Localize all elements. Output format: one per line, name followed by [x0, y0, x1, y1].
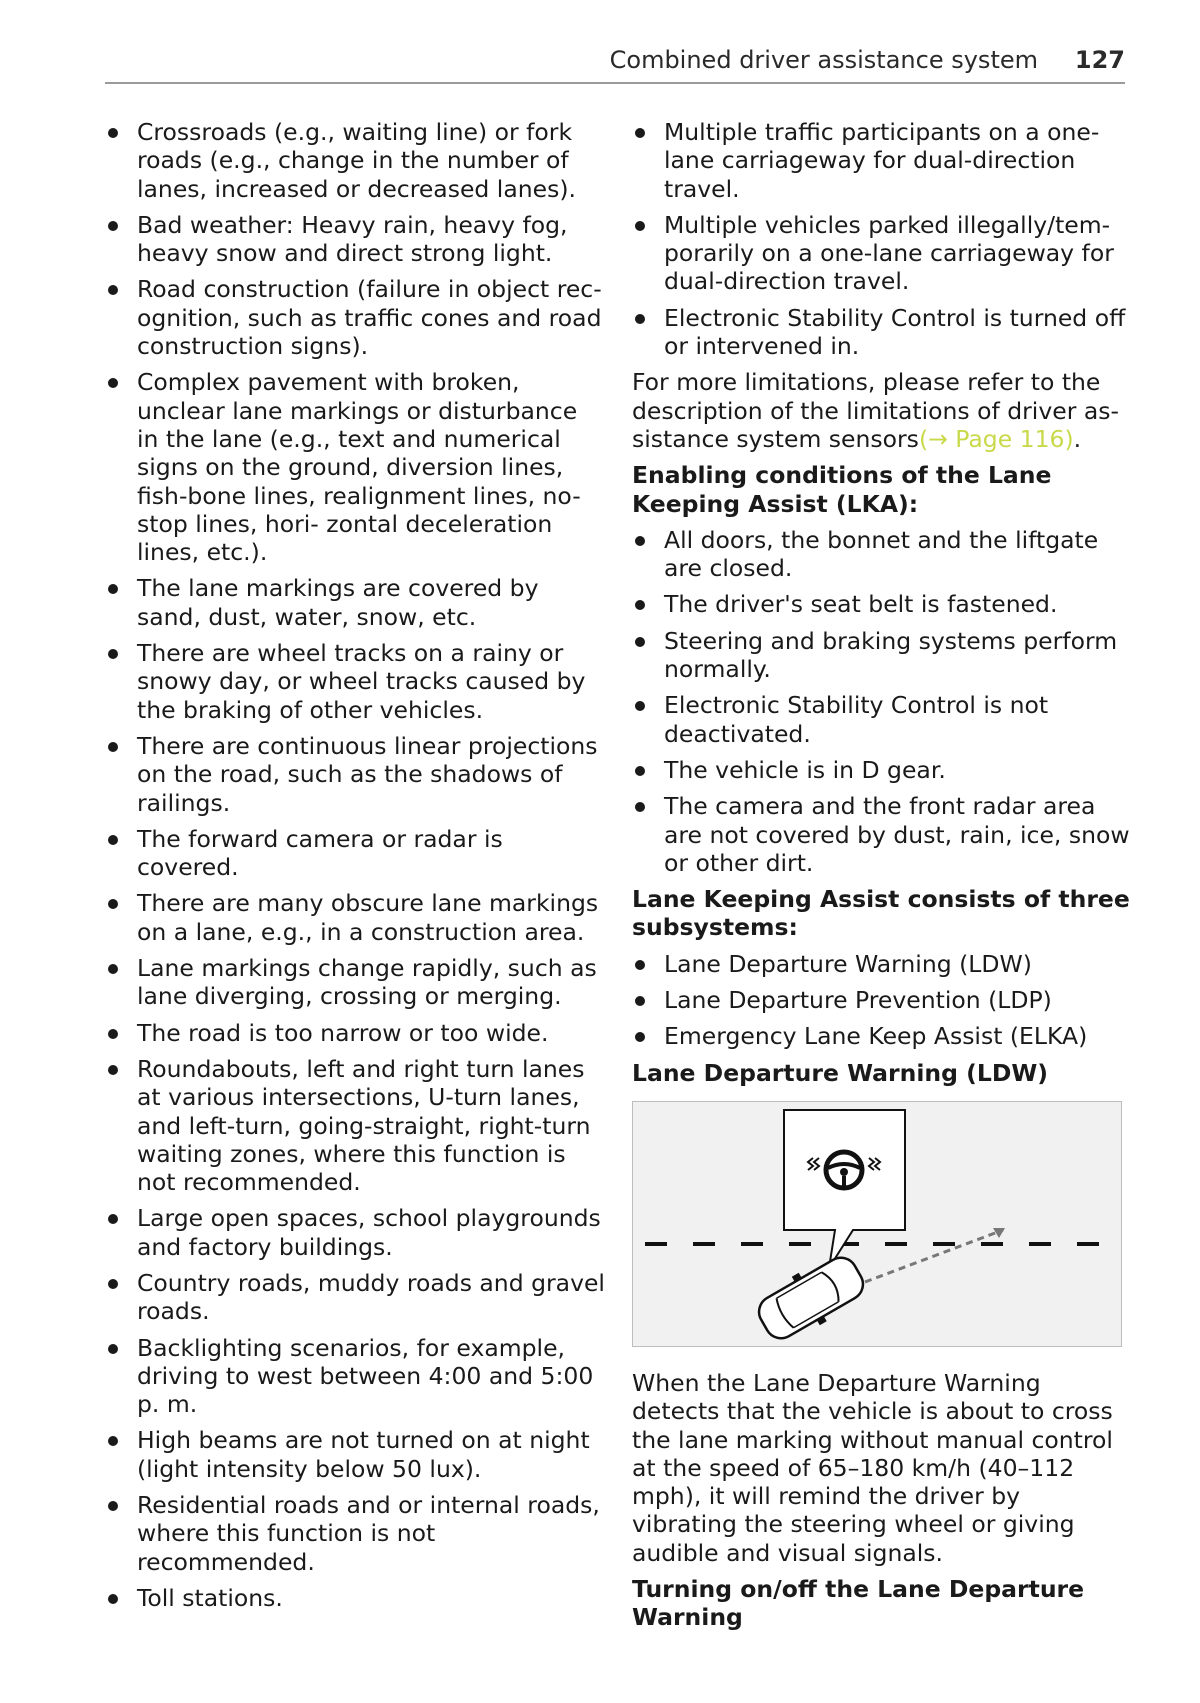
list-item: Crossroads (e.g., waiting line) or fork roads (e.g., change in the number of lanes, increased or decreased lanes). [105, 118, 605, 203]
right-column [632, 118, 1132, 1640]
list-item: Multiple vehicles parked illegally/tem- porarily on a one-lane carriageway for dual-direction travel. [632, 211, 1132, 296]
more-limitations-text: For more limitations, please refer to the description of the limitations of driver as- sistance system sensors [632, 368, 1119, 453]
list-item: Backlighting scenarios, for example, driving to west between 4:00 and 5:00 p. m. [105, 1334, 605, 1419]
list-item: Electronic Stability Control is turned off or intervened in. [632, 304, 1132, 361]
list-item: The driver's seat belt is fastened. [632, 590, 1132, 618]
ldw-illustration [632, 1101, 1122, 1347]
subsystems-list [632, 950, 1132, 1051]
list-item: Complex pavement with broken, unclear lane markings or disturbance in the lane (e.g., text and numerical signs on the ground, diversion lines, fish-bone lines, realignment lines, no-stop lines, hori- zontal deceleration lines, etc.). [105, 368, 605, 566]
ldw-description: When the Lane Departure Warning detects that the vehicle is about to cross the lane marking without manual control at the speed of 65–180 km/h (40–112 mph), it will remind the driver by vibrating the steering wheel or giving audible and visual signals. [632, 1368, 1113, 1567]
list-item: Road construction (failure in object rec- ognition, such as traffic cones and road construction signs). [105, 275, 605, 360]
list-item: Steering and braking systems perform normally. [632, 627, 1132, 684]
lka-conditions-heading: Enabling conditions of the Lane Keeping Assist (LKA): [632, 461, 1052, 518]
list-item: High beams are not turned on at night (light intensity below 50 lux). [105, 1426, 605, 1483]
list-item: Large open spaces, school playgrounds and factory buildings. [105, 1204, 605, 1261]
list-item: The road is too narrow or too wide. [105, 1019, 605, 1047]
subsystems-heading: Lane Keeping Assist consists of three subsystems: [632, 885, 1130, 942]
list-item: The camera and the front radar area are not covered by dust, rain, ice, snow or other dirt. [632, 792, 1132, 877]
list-item: All doors, the bonnet and the liftgate are closed. [632, 526, 1132, 583]
page-number: 127 [1074, 46, 1125, 74]
ldw-heading: Lane Departure Warning (LDW) [632, 1058, 1049, 1087]
list-item: Residential roads and or internal roads, where this function is not recommended. [105, 1491, 605, 1576]
chapter-title: Combined driver assistance system [609, 46, 1038, 74]
list-item: Roundabouts, left and right turn lanes at various intersections, U-turn lanes, and left-turn, going-straight, right-turn waiting zones, where this function is not recommended. [105, 1055, 605, 1196]
list-item: The forward camera or radar is covered. [105, 825, 605, 882]
lka-conditions-list [632, 526, 1132, 877]
limitations-list [105, 118, 605, 1612]
list-item: The vehicle is in D gear. [632, 756, 1132, 784]
page-header [105, 40, 1125, 84]
limitations-list-continued [632, 118, 1132, 360]
list-item: Emergency Lane Keep Assist (ELKA) [632, 1022, 1132, 1050]
turning-on-off-heading: Turning on/off the Lane Departure Warning [632, 1574, 1085, 1632]
list-item: There are many obscure lane markings on a lane, e.g., in a construction area. [105, 889, 605, 946]
left-column [105, 118, 605, 1620]
list-item: Lane Departure Warning (LDW) [632, 950, 1132, 978]
list-item: Lane markings change rapidly, such as lane diverging, crossing or merging. [105, 954, 605, 1011]
list-item: There are continuous linear projections on the road, such as the shadows of railings. [105, 732, 605, 817]
list-item: There are wheel tracks on a rainy or snowy day, or wheel tracks caused by the braking of other vehicles. [105, 639, 605, 724]
list-item: Toll stations. [105, 1584, 605, 1612]
page-reference-link[interactable]: (→ Page 116) [918, 424, 1074, 453]
list-item: The lane markings are covered by sand, dust, water, snow, etc. [105, 574, 605, 631]
list-item: Country roads, muddy roads and gravel roads. [105, 1269, 605, 1326]
sentence-end: . [1073, 424, 1082, 453]
list-item: Bad weather: Heavy rain, heavy fog, heavy snow and direct strong light. [105, 211, 605, 268]
more-limitations-paragraph [632, 368, 1132, 453]
list-item: Lane Departure Prevention (LDP) [632, 986, 1132, 1014]
list-item: Electronic Stability Control is not deactivated. [632, 691, 1132, 748]
list-item: Multiple traffic participants on a one- lane carriageway for dual-direction travel. [632, 118, 1132, 203]
